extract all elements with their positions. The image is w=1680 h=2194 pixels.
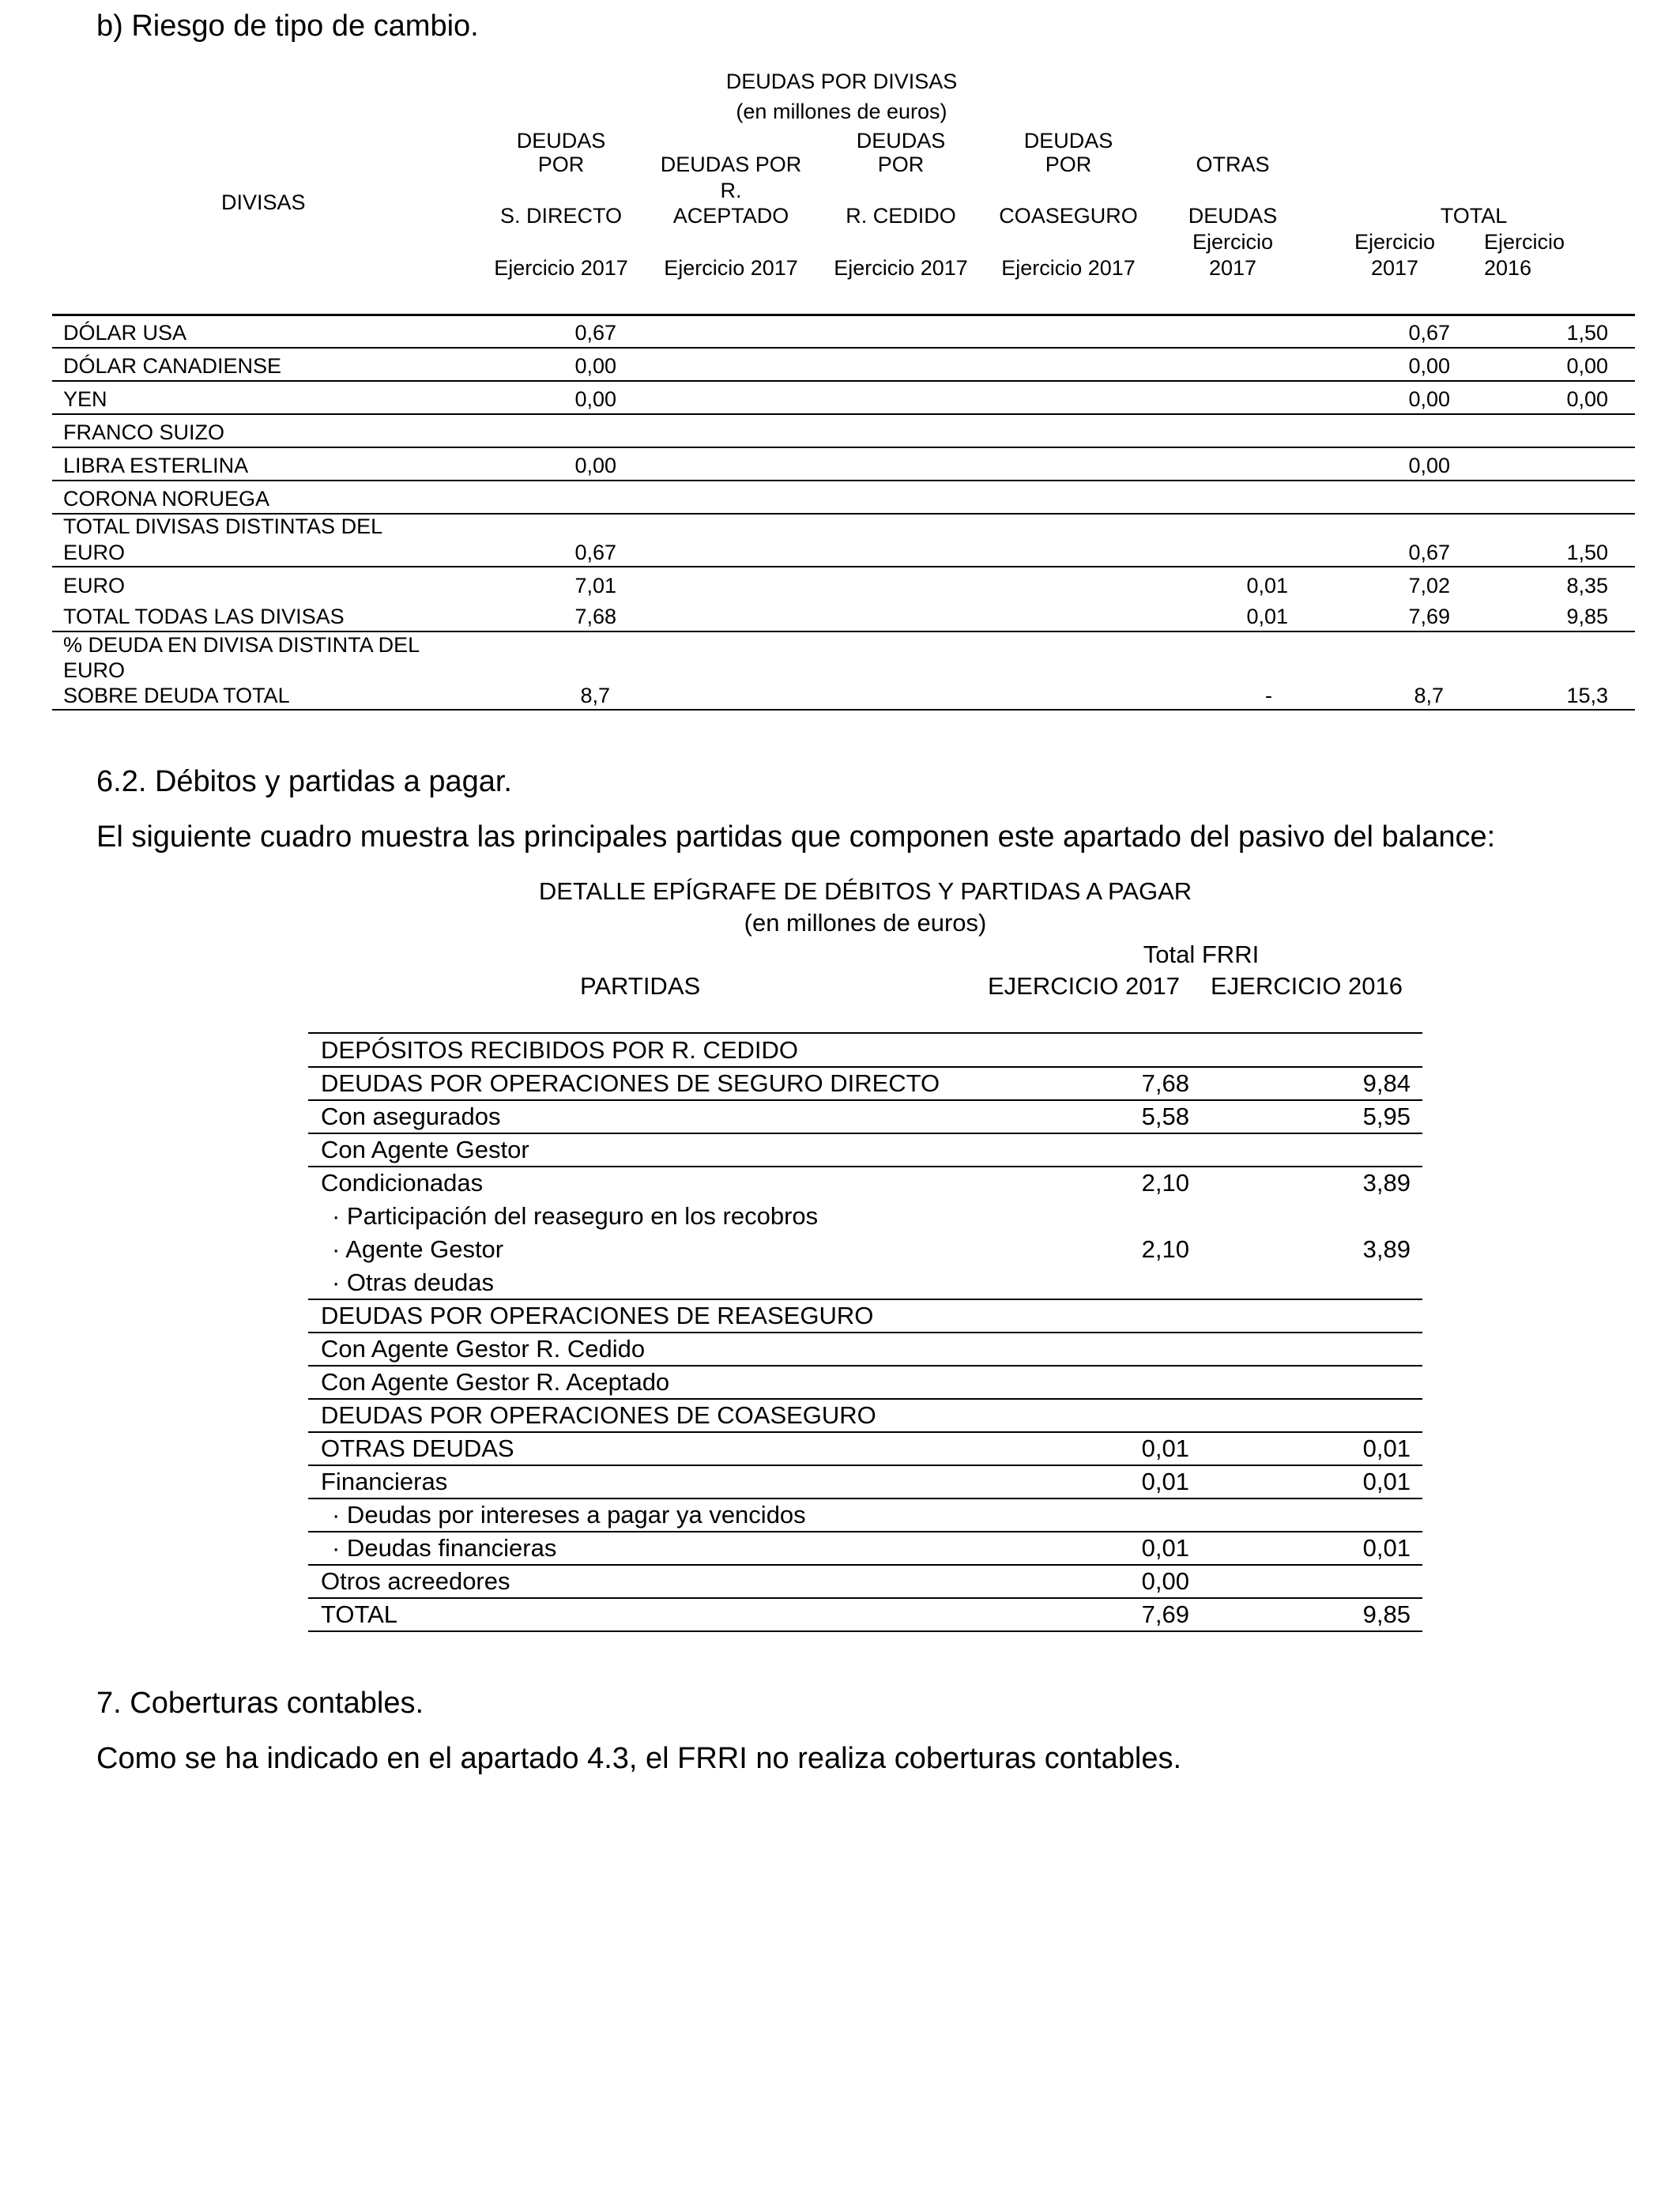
row-rule <box>52 480 1635 481</box>
col-otras-h1: OTRAS <box>1196 153 1270 176</box>
row-rule <box>52 709 1635 711</box>
col-coaseguro-h1: DEUDAS <box>1023 129 1113 153</box>
col-aceptado-h2: R. <box>720 179 742 202</box>
col-coaseguro-h3: COASEGURO <box>999 204 1138 228</box>
cell-total2017: 0,00 <box>1408 387 1450 411</box>
cell-sdirecto: 7,01 <box>574 574 616 598</box>
cell-2016: 3,89 <box>1362 1169 1411 1197</box>
cell-total2016: 1,50 <box>1566 541 1608 564</box>
row-label: DEUDAS POR OPERACIONES DE SEGURO DIRECTO <box>321 1069 940 1097</box>
row-rule <box>308 1630 1422 1632</box>
col-2016-header: EJERCICIO 2016 <box>1211 972 1403 1000</box>
row-rule <box>52 447 1635 448</box>
col-2017-header: EJERCICIO 2017 <box>988 972 1180 1000</box>
row-rule <box>308 1365 1422 1367</box>
row-rule <box>308 1166 1422 1167</box>
row-label: Otros acreedores <box>321 1567 510 1595</box>
cell-total2017: 7,69 <box>1408 605 1450 628</box>
row-label: DEUDAS POR OPERACIONES DE COASEGURO <box>321 1401 876 1429</box>
row-label: TOTAL DIVISAS DISTINTAS DEL <box>63 515 383 538</box>
row-rule <box>52 380 1635 382</box>
cell-2016: 0,01 <box>1362 1434 1411 1462</box>
row-label: · Otras deudas <box>332 1269 495 1296</box>
row-label: Condicionadas <box>321 1169 484 1197</box>
cell-total2017: 0,00 <box>1408 454 1450 477</box>
debts-table-title: DETALLE EPÍGRAFE DE DÉBITOS Y PARTIDAS A PAGAR <box>538 877 1192 905</box>
cell-total2016: 8,35 <box>1566 574 1608 598</box>
col-total2017-h1: Ejercicio <box>1354 230 1436 254</box>
row-label: · Deudas financieras <box>332 1534 557 1562</box>
row-rule <box>308 1066 1422 1068</box>
row-rule <box>308 1431 1422 1433</box>
row-rule <box>52 631 1635 632</box>
row-rule <box>308 1531 1422 1532</box>
section-b-title: b) Riesgo de tipo de cambio. <box>96 9 479 43</box>
cell-sdirecto: 0,00 <box>574 454 616 477</box>
cell-otras: 0,01 <box>1246 574 1288 598</box>
col-coaseguro-h2: POR <box>1045 153 1092 176</box>
col-sdirecto-h2: POR <box>537 153 585 176</box>
cell-total2017: 0,67 <box>1408 321 1450 345</box>
cell-2017: 0,00 <box>1141 1567 1189 1595</box>
row-label: TOTAL <box>321 1600 398 1628</box>
row-rule <box>308 1099 1422 1101</box>
col-coaseguro-h4: Ejercicio 2017 <box>1001 256 1136 280</box>
row-rule <box>52 413 1635 415</box>
cell-total2017: 0,00 <box>1408 354 1450 378</box>
row-label: Con Agente Gestor R. Cedido <box>321 1335 646 1363</box>
cell-total2017: 8,7 <box>1414 684 1444 707</box>
row-label: CORONA NORUEGA <box>63 487 270 511</box>
col-cedido-h4: Ejercicio 2017 <box>834 256 968 280</box>
row-label: Financieras <box>321 1468 448 1495</box>
divisas-header: DIVISAS <box>221 190 306 214</box>
partidas-header: PARTIDAS <box>580 972 701 1000</box>
row-label: DEUDAS POR OPERACIONES DE REASEGURO <box>321 1302 874 1329</box>
cell-total2016: 15,3 <box>1566 684 1608 707</box>
cell-total2016: 0,00 <box>1566 387 1608 411</box>
cell-2016: 9,85 <box>1362 1600 1411 1628</box>
cell-otras: 0,01 <box>1246 605 1288 628</box>
cell-sdirecto: 7,68 <box>574 605 616 628</box>
cell-2016: 5,95 <box>1362 1103 1411 1130</box>
cell-2016: 3,89 <box>1362 1235 1411 1263</box>
cell-sdirecto: 0,67 <box>574 321 616 345</box>
row-label-cont: EURO <box>63 541 126 564</box>
col-total2016-h2: 2016 <box>1484 256 1532 280</box>
row-rule <box>308 1299 1422 1300</box>
cell-2017: 5,58 <box>1141 1103 1189 1130</box>
cell-2017: 0,01 <box>1141 1434 1189 1462</box>
row-label: DEPÓSITOS RECIBIDOS POR R. CEDIDO <box>321 1036 799 1064</box>
col-cedido-h2: POR <box>877 153 925 176</box>
row-label: OTRAS DEUDAS <box>321 1434 514 1462</box>
col-total2017-h2: 2017 <box>1370 256 1419 280</box>
fx-table-title: DEUDAS POR DIVISAS <box>725 70 958 93</box>
cell-sdirecto: 0,67 <box>574 541 616 564</box>
row-rule <box>308 1597 1422 1599</box>
cell-total2016: 1,50 <box>1566 321 1608 345</box>
row-label: Con asegurados <box>321 1103 501 1130</box>
row-label: · Participación del reaseguro en los recobros <box>332 1202 819 1230</box>
cell-sdirecto: 8,7 <box>580 684 610 707</box>
cell-sdirecto: 0,00 <box>574 387 616 411</box>
row-rule <box>308 1498 1422 1499</box>
col-aceptado-h1: DEUDAS POR <box>660 153 802 176</box>
cell-otras: - <box>1265 684 1272 707</box>
row-label: Con Agente Gestor <box>321 1136 529 1163</box>
row-label: DÓLAR CANADIENSE <box>63 354 282 378</box>
row-rule <box>308 1398 1422 1400</box>
row-label: LIBRA ESTERLINA <box>63 454 249 477</box>
cell-2016: 0,01 <box>1362 1534 1411 1562</box>
cell-2016: 0,01 <box>1362 1468 1411 1495</box>
row-rule <box>308 1465 1422 1466</box>
cell-total2017: 0,67 <box>1408 541 1450 564</box>
col-otras-h4: 2017 <box>1208 256 1257 280</box>
debts-table-subtitle: (en millones de euros) <box>744 909 987 937</box>
col-sdirecto-h4: Ejercicio 2017 <box>494 256 628 280</box>
row-label-cont2: SOBRE DEUDA TOTAL <box>63 684 290 707</box>
row-label: · Deudas por intereses a pagar ya vencidos <box>332 1501 806 1529</box>
cell-2017: 2,10 <box>1141 1235 1189 1263</box>
row-label: YEN <box>63 387 107 411</box>
debts-total-header: Total FRRI <box>1143 941 1260 968</box>
cell-2017: 0,01 <box>1141 1468 1189 1495</box>
cell-total2017: 7,02 <box>1408 574 1450 598</box>
fx-table-top-rule <box>52 314 1635 316</box>
row-label: · Agente Gestor <box>332 1235 504 1263</box>
col-otras-h3: Ejercicio <box>1192 230 1274 254</box>
section-62-intro: El siguiente cuadro muestra las principales partidas que componen este apartado del pasivo del balance: <box>96 820 1496 854</box>
section-7-text: Como se ha indicado en el apartado 4.3, el FRRI no realiza coberturas contables. <box>96 1742 1182 1775</box>
row-label: FRANCO SUIZO <box>63 420 225 444</box>
row-label: % DEUDA EN DIVISA DISTINTA DEL <box>63 633 420 657</box>
section-62-title: 6.2. Débitos y partidas a pagar. <box>96 765 512 798</box>
row-label: EURO <box>63 574 126 598</box>
section-7-title: 7. Coberturas contables. <box>96 1687 424 1720</box>
cell-2017: 2,10 <box>1141 1169 1189 1197</box>
col-cedido-h1: DEUDAS <box>856 129 946 153</box>
col-sdirecto-h1: DEUDAS <box>516 129 606 153</box>
row-rule <box>308 1133 1422 1134</box>
col-aceptado-h4: Ejercicio 2017 <box>664 256 798 280</box>
row-rule <box>52 566 1635 567</box>
row-label: DÓLAR USA <box>63 321 187 345</box>
fx-table-subtitle: (en millones de euros) <box>736 100 947 123</box>
cell-total2016: 9,85 <box>1566 605 1608 628</box>
cell-2017: 7,69 <box>1141 1600 1189 1628</box>
cell-2017: 0,01 <box>1141 1534 1189 1562</box>
row-label: Con Agente Gestor R. Aceptado <box>321 1368 670 1396</box>
cell-total2016: 0,00 <box>1566 354 1608 378</box>
row-rule <box>308 1564 1422 1566</box>
row-label: TOTAL TODAS LAS DIVISAS <box>63 605 345 628</box>
row-label-cont: EURO <box>63 658 126 682</box>
row-rule <box>52 347 1635 349</box>
debts-top-rule <box>308 1032 1422 1034</box>
cell-sdirecto: 0,00 <box>574 354 616 378</box>
col-sdirecto-h3: S. DIRECTO <box>499 204 623 228</box>
row-rule <box>308 1332 1422 1333</box>
col-cedido-h3: R. CEDIDO <box>846 204 956 228</box>
col-aceptado-h3: ACEPTADO <box>672 204 789 228</box>
col-total2016-h1: Ejercicio <box>1484 230 1565 254</box>
total-header: TOTAL <box>1440 204 1508 228</box>
col-otras-h2: DEUDAS <box>1188 204 1278 228</box>
cell-2017: 7,68 <box>1141 1069 1189 1097</box>
cell-2016: 9,84 <box>1362 1069 1411 1097</box>
